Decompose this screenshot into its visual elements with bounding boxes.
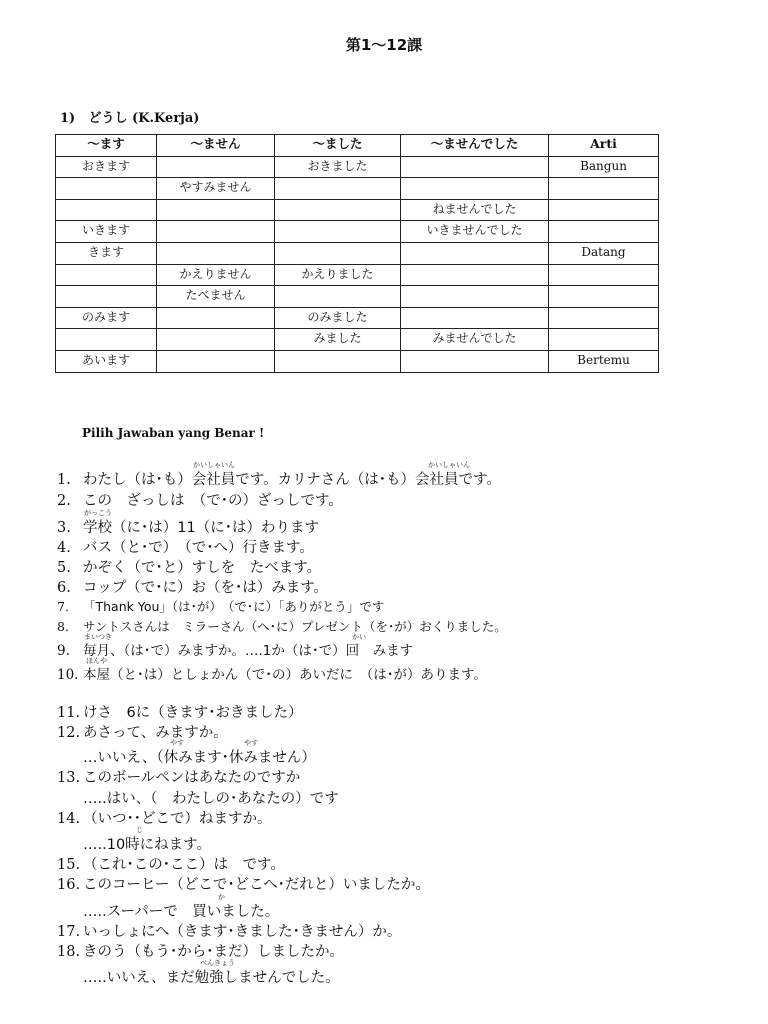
table-cell [401, 242, 549, 264]
question-text: （いつ･･どこで）ねますか。 [83, 811, 272, 827]
table-row [56, 199, 659, 221]
table-row [56, 156, 659, 178]
table-row [56, 286, 659, 308]
table-cell: のみました [275, 307, 401, 329]
table-cell [401, 178, 549, 200]
table-cell [157, 242, 275, 264]
table-cell [157, 199, 275, 221]
table-cell: あいます [56, 350, 157, 372]
table-cell [157, 221, 275, 243]
table-cell: ねませんでした [401, 199, 549, 221]
question-item: 7. 「Thank You」（は･が） （で･に）「ありがとう」です [57, 599, 385, 614]
question-item: 9. 毎月、（は･で）みますか。….1か（は･で）回 みます [57, 643, 414, 659]
table-cell: やすみません [157, 178, 275, 200]
table-cell: いきませんでした [401, 221, 549, 243]
question-text: このボールペンはあなたのですか [83, 770, 301, 786]
table-cell: みませんでした [401, 329, 549, 351]
column-header-mashita: 〜ました [275, 135, 401, 157]
table-cell: のみます [56, 307, 157, 329]
question-text: わたし（は･も）会社員です。カリナさん（は･も）会社員です。 [83, 472, 501, 488]
table-cell [56, 199, 157, 221]
table-cell [401, 350, 549, 372]
question-text: 本屋（と･は）としょかん（で･の）あいだに （は･が）あります。 [83, 667, 487, 683]
table-cell: Datang [549, 242, 659, 264]
column-header-arti: Arti [549, 135, 659, 157]
question-text: このコーヒー（どこで･どこへ･だれと）いましたか。 [83, 877, 430, 893]
answer-line: …..はい、（ わたしの･あなたの）です [83, 791, 339, 807]
table-cell: みました [275, 329, 401, 351]
table-cell [275, 178, 401, 200]
question-item: 1. わたし（は･も）会社員です。カリナさん（は･も）会社員です。 [57, 472, 501, 488]
question-text: コップ（で･に）お（を･は）みます。 [83, 580, 329, 596]
table-row [56, 221, 659, 243]
table-cell [56, 264, 157, 286]
table-cell [401, 264, 549, 286]
table-row [56, 242, 659, 264]
question-text: けさ 6に（きます･おきました） [83, 705, 303, 721]
table-cell: たべません [157, 286, 275, 308]
table-cell [275, 221, 401, 243]
table-header-row [56, 135, 659, 157]
instruction-text: Pilih Jawaban yang Benar ! [82, 426, 265, 440]
furigana: やす [170, 739, 184, 747]
furigana: かいしゃいん [193, 461, 235, 469]
section-heading [60, 107, 199, 126]
table-cell [275, 286, 401, 308]
question-text: （これ･この･ここ）は です。 [83, 857, 285, 873]
question-item: 2. この ざっしは （で･の）ざっしです。 [57, 493, 343, 509]
table-cell: かえりました [275, 264, 401, 286]
question-item: 13. このボールペンはあなたのですか [57, 770, 301, 786]
verb-table [55, 134, 659, 373]
furigana: やす [244, 739, 258, 747]
table-cell [157, 350, 275, 372]
table-cell [401, 156, 549, 178]
table-cell [275, 242, 401, 264]
table-cell [56, 329, 157, 351]
table-row [56, 307, 659, 329]
section-number: 1) [60, 111, 76, 126]
question-text: バス（と･で） （で･へ）行きます。 [83, 540, 314, 556]
question-item: 17. いっしょにへ（きます･きました･きません）か。 [57, 924, 402, 940]
table-cell: かえりません [157, 264, 275, 286]
question-item: 4. バス（と･で） （で･へ）行きます。 [57, 540, 314, 556]
table-row [56, 264, 659, 286]
table-row [56, 178, 659, 200]
column-header-masen: 〜ません [157, 135, 275, 157]
question-item: 16. このコーヒー（どこで･どこへ･だれと）いましたか。 [57, 877, 430, 893]
table-cell: おきました [275, 156, 401, 178]
table-cell: Bertemu [549, 350, 659, 372]
column-header-masendeshita: 〜ませんでした [401, 135, 549, 157]
question-item: 3. 学校（に･は）11（に･は）わります [57, 520, 319, 536]
furigana: がっこう [84, 509, 112, 517]
answer-line: …..10時にねます。 [83, 837, 212, 853]
question-text: かぞく（で･と）すしを たべます。 [83, 560, 322, 576]
table-cell: いきます [56, 221, 157, 243]
question-item: 15. （これ･この･ここ）は です。 [57, 857, 285, 873]
furigana: かい [352, 633, 366, 641]
question-text: あさって、みますか。 [83, 725, 228, 741]
table-cell: Bangun [549, 156, 659, 178]
furigana: べんきょう [200, 959, 235, 967]
question-item: 6. コップ（で･に）お（を･は）みます。 [57, 580, 329, 596]
furigana: まいつき [84, 633, 112, 641]
table-cell [549, 221, 659, 243]
question-item: 11. けさ 6に（きます･おきました） [57, 705, 303, 721]
question-item: 8. サントスさんは ミラーさん（へ･に）プレゼント（を･が）おくりました。 [57, 619, 507, 634]
table-row [56, 350, 659, 372]
answer-line: …..スーパーで 買いました。 [83, 904, 280, 920]
table-row [56, 329, 659, 351]
answer-line: …いいえ、（休みます･休みません） [83, 750, 316, 766]
table-cell: おきます [56, 156, 157, 178]
table-cell [549, 307, 659, 329]
answer-line: …..いいえ、まだ勉強しませんでした。 [83, 970, 340, 986]
section-label: どうし (K.Kerja) [88, 111, 200, 126]
question-text: いっしょにへ（きます･きました･きません）か。 [83, 924, 402, 940]
furigana: ほんや [86, 657, 107, 665]
table-cell [549, 199, 659, 221]
question-text: きのう（もう･から･まだ）しましたか。 [83, 944, 344, 960]
table-cell [157, 307, 275, 329]
question-text: サントスさんは ミラーさん（へ･に）プレゼント（を･が）おくりました。 [83, 619, 507, 634]
table-cell [549, 286, 659, 308]
question-item: 12. あさって、みますか。 [57, 725, 228, 741]
question-text: 毎月、（は･で）みますか。….1か（は･で）回 みます [83, 643, 414, 659]
page-title: 第1〜12課 [345, 36, 423, 54]
table-cell: きます [56, 242, 157, 264]
table-cell [549, 329, 659, 351]
table-cell [549, 264, 659, 286]
table-cell [157, 329, 275, 351]
furigana: かいしゃいん [428, 461, 470, 469]
question-item: 14. （いつ･･どこで）ねますか。 [57, 811, 272, 827]
table-cell [56, 286, 157, 308]
question-item: 5. かぞく（で･と）すしを たべます。 [57, 560, 322, 576]
table-cell [275, 199, 401, 221]
question-item: 18. きのう（もう･から･まだ）しましたか。 [57, 944, 344, 960]
question-text: 「Thank You」（は･が） （で･に）「ありがとう」です [83, 599, 385, 614]
question-item: 10. 本屋（と･は）としょかん（で･の）あいだに （は･が）あります。 [57, 667, 487, 683]
table-cell [401, 286, 549, 308]
table-cell [549, 178, 659, 200]
question-text: この ざっしは （で･の）ざっしです。 [83, 493, 343, 509]
table-cell [157, 156, 275, 178]
question-text: 学校（に･は）11（に･は）わります [83, 520, 319, 536]
table-cell [56, 178, 157, 200]
table-cell [401, 307, 549, 329]
table-cell [275, 350, 401, 372]
furigana: じ [136, 826, 143, 834]
column-header-masu: 〜ます [56, 135, 157, 157]
furigana: か [218, 893, 225, 901]
